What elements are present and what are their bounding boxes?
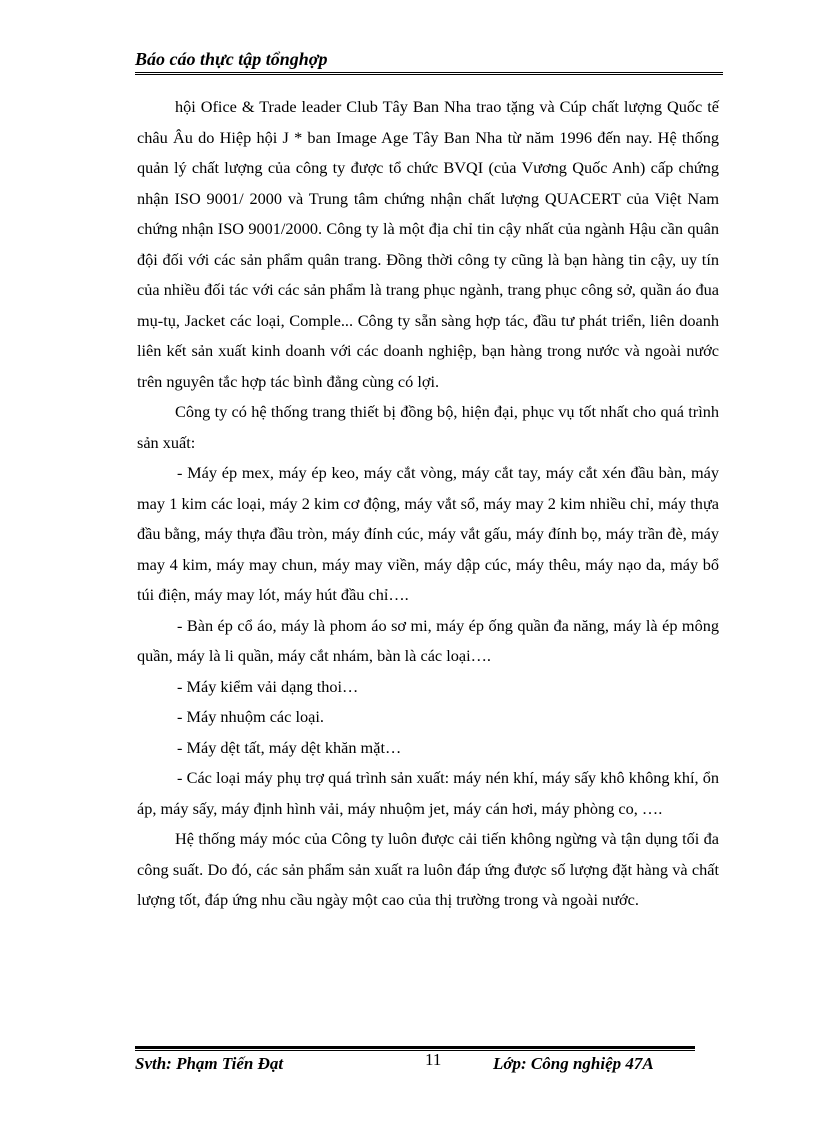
list-item-pressing-machines: - Bàn ép cổ áo, máy là phom áo sơ mi, máy ép ống quần đa năng, máy là ép mông quần, máy là li quần, máy cắt nhám, bàn là các loại…. — [137, 615, 719, 665]
paragraph-company-intro: hội Ofice & Trade leader Club Tây Ban Nha trao tặng và Cúp chất lượng Quốc tế châu Âu do Hiệp hội J * ban Image Age Tây Ban Nha từ năm 1996 đến nay. Hệ thống quản lý chất lượng của công ty được tổ chức BVQI (của Vương Quốc Anh) cấp chứng nhận ISO 9001/ 2000 và Trung tâm chứng nhận chất lượng QUACERT của Việt Nam chứng nhận ISO 9001/2000. Công ty là một địa chỉ tin cậy nhất của ngành Hậu cần quân đội đối với các sản phẩm quân trang. Đồng thời công ty cũng là bạn hàng tin cậy, uy tín của nhiều đối tác với các sản phẩm là trang phục ngành, trang phục công sở, quần áo đua mụ-tụ, Jacket các loại, Comple... Công ty sẵn sàng hợp tác, đầu tư phát triển, liên doanh liên kết sản xuất kinh doanh với các doanh nghiệp, bạn hàng trong nước và ngoài nước trên nguyên tắc hợp tác bình đẳng cùng có lợi. — [137, 97, 719, 391]
list-item-dyeing-machines: - Máy nhuộm các loại. — [177, 707, 324, 726]
page-number: 11 — [425, 1050, 442, 1069]
body-text — [137, 92, 719, 916]
paragraph-equipment-intro: Công ty có hệ thống trang thiết bị đồng bộ, hiện đại, phục vụ tốt nhất cho quá trình sản xuất: — [137, 402, 719, 452]
list-item-sewing-machines: - Máy ép mex, máy ép keo, máy cắt vòng, máy cắt tay, máy cắt xén đầu bàn, máy may 1 kim các loại, máy 2 kim cơ động, máy vắt sổ, máy may 2 kim nhiều chỉ, máy thựa đầu bằng, máy thựa đầu tròn, máy đính cúc, máy vắt gấu, máy đính bọ, máy trần đè, máy may 4 kim, máy may chun, máy may viền, máy dập cúc, máy thêu, máy nạo da, máy bổ túi điện, máy may lót, máy hút đầu chỉ…. — [137, 463, 719, 604]
list-item-auxiliary-machines: - Các loại máy phụ trợ quá trình sản xuất: máy nén khí, máy sấy khô không khí, ổn áp, máy sấy, máy định hình vải, máy nhuộm jet, máy cán hơi, máy phòng co, …. — [137, 768, 719, 818]
list-item-fabric-inspection: - Máy kiểm vải dạng thoi… — [177, 676, 359, 696]
paragraph-conclusion: Hệ thống máy móc của Công ty luôn được cải tiến không ngừng và tận dụng tối đa công suất. Do đó, các sản phẩm sản xuất ra luôn đáp ứng được số lượng đặt hàng và chất lượng tốt, đáp ứng nhu cầu ngày một cao của thị trường trong và ngoài nước. — [137, 829, 719, 909]
page-footer — [135, 1046, 695, 1086]
footer-rule — [135, 1046, 695, 1051]
page-header — [135, 48, 723, 70]
list-item-knitting-machines: - Máy dệt tất, máy dệt khăn mặt… — [177, 737, 402, 757]
footer-class-name: Lớp: Công nghiệp 47A — [493, 1054, 654, 1073]
header-title: Báo cáo thực tập tổnghợp — [135, 49, 328, 69]
footer-student-name: Svth: Phạm Tiến Đạt — [135, 1054, 284, 1073]
header-rule — [135, 72, 723, 75]
